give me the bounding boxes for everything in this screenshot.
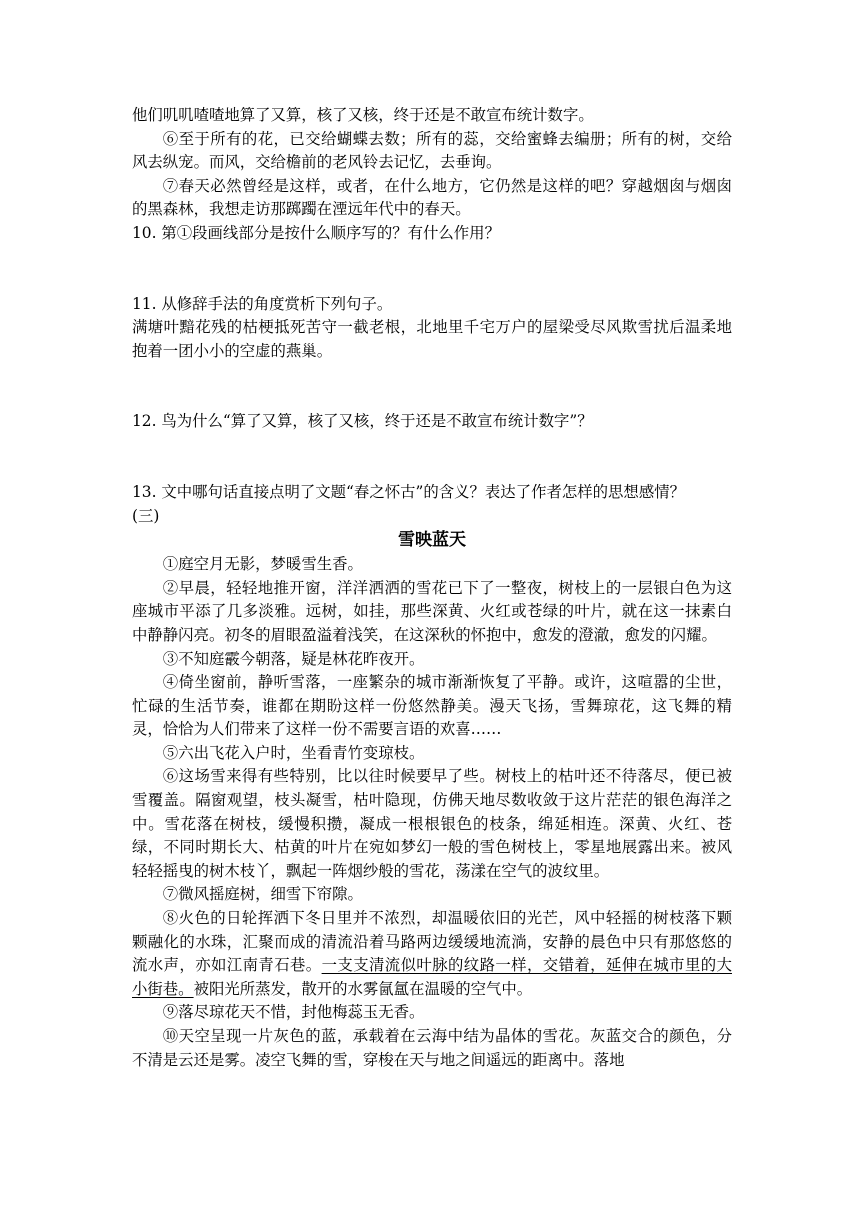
question-11-sentence: 满塘叶黯花残的枯梗抵死苦守一截老根，北地里千宅万户的屋梁受尽风欺雪扰后温柔地抱着一团小小的空虚的燕巢。	[132, 318, 732, 360]
essay-paragraph-8-part-b: 被阳光所蒸发，散开的水雾氤氲在温暖的空气中。	[193, 979, 533, 998]
document-content	[132, 104, 732, 1072]
question-11: 11. 从修辞手法的角度赏析下列句子。	[132, 294, 393, 313]
question-10: 10. 第①段画线部分是按什么顺序写的？有什么作用？	[132, 223, 500, 242]
essay-paragraph-2: ②早晨，轻轻地推开窗，洋洋洒洒的雪花已下了一整夜，树枝上的一层银白色为这座城市平添了几多淡雅。远树，如挂，那些深黄、火红或苍绿的叶片，就在这一抹素白中静静闪亮。初冬的眉眼盈溢着浅笑，在这深秋的怀抱中，愈发的澄澈，愈发的闪耀。	[132, 578, 732, 644]
answer-space-11	[132, 363, 732, 410]
answer-space-12	[132, 434, 732, 481]
essay-paragraph-6: ⑥这场雪来得有些特别，比以往时候要早了些。树枝上的枯叶还不待落尽，便已被雪覆盖。隔窗观望，枝头凝雪，枯叶隐现，仿佛天地尽数收敛于这片茫茫的银色海洋之中。雪花落在树枝，缓慢积攒，凝成一根根银色的枝条，绵延相连。深黄、火红、苍绿，不同时期长大、枯黄的叶片在宛如梦幻一般的雪色树枝上，零星地展露出来。被风轻轻摇曳的树木枝丫，飘起一阵烟纱般的雪花，荡漾在空气的波纹里。	[132, 767, 732, 880]
essay-paragraph-8	[132, 907, 732, 1001]
essay-paragraph-9: ⑨落尽琼花天不惜，封他梅蕊玉无香。	[162, 1003, 425, 1022]
paragraph-continued: 他们叽叽喳喳地算了又算，核了又核，终于还是不敢宣布统计数字。	[132, 106, 594, 124]
question-13: 13. 文中哪句话直接点明了文题“春之怀古”的含义？表达了作者怎样的思想感情？	[132, 482, 685, 501]
question-12: 12. 鸟为什么“算了又算，核了又核，终于还是不敢宣布统计数字”？	[132, 412, 593, 431]
section-label: (三)	[132, 506, 160, 525]
essay-title: 雪映蓝天	[398, 530, 466, 551]
paragraph-6: ⑥至于所有的花，已交给蝴蝶去数；所有的蕊，交给蜜蜂去编册；所有的树，交给风去纵宠。而风，交给檐前的老风铃去记忆，去垂询。	[132, 129, 732, 172]
essay-paragraph-10: ⑩天空呈现一片灰色的蓝，承载着在云海中结为晶体的雪花。灰蓝交合的颜色，分不清是云还是雾。凌空飞舞的雪，穿梭在天与地之间遥远的距离中。落地	[132, 1027, 732, 1069]
essay-paragraph-5: ⑤六出飞花入户时，坐看青竹变琼枝。	[162, 743, 425, 762]
underlined-sentence: 一支支清流似叶脉的纹路一样，交错着，延伸在城市里的大小街巷。	[132, 956, 732, 998]
essay-paragraph-3: ③不知庭霰今朝落，疑是林花昨夜开。	[162, 649, 425, 668]
essay-paragraph-1: ①庭空月无影，梦暖雪生香。	[162, 555, 363, 574]
essay-paragraph-7: ⑦微风摇庭树，细雪下帘隙。	[162, 885, 363, 904]
paragraph-7: ⑦春天必然曾经是这样，或者，在什么地方，它仍然是这样的吧？穿越烟囱与烟囱的黑森林，我想走访那踯躅在湮远年代中的春天。	[132, 176, 732, 219]
answer-space-10	[132, 246, 732, 293]
essay-paragraph-4: ④倚坐窗前，静听雪落，一座繁杂的城市渐渐恢复了平静。或许，这喧嚣的尘世，忙碌的生活节奏，谁都在期盼这样一份悠然静美。漫天飞扬，雪舞琼花，这飞舞的精灵，恰恰为人们带来了这样一份不需要言语的欢喜……	[132, 673, 732, 739]
essay-paragraph-8-part-a: ⑧火色的日轮挥洒下冬日里并不浓烈，却温暖依旧的光芒，风中轻摇的树枝落下颗颗融化的水珠，汇聚而成的清流沿着马路两边缓缓地流淌，安静的晨色中只有那悠悠的流水声，亦如江南青石巷。	[132, 909, 732, 975]
